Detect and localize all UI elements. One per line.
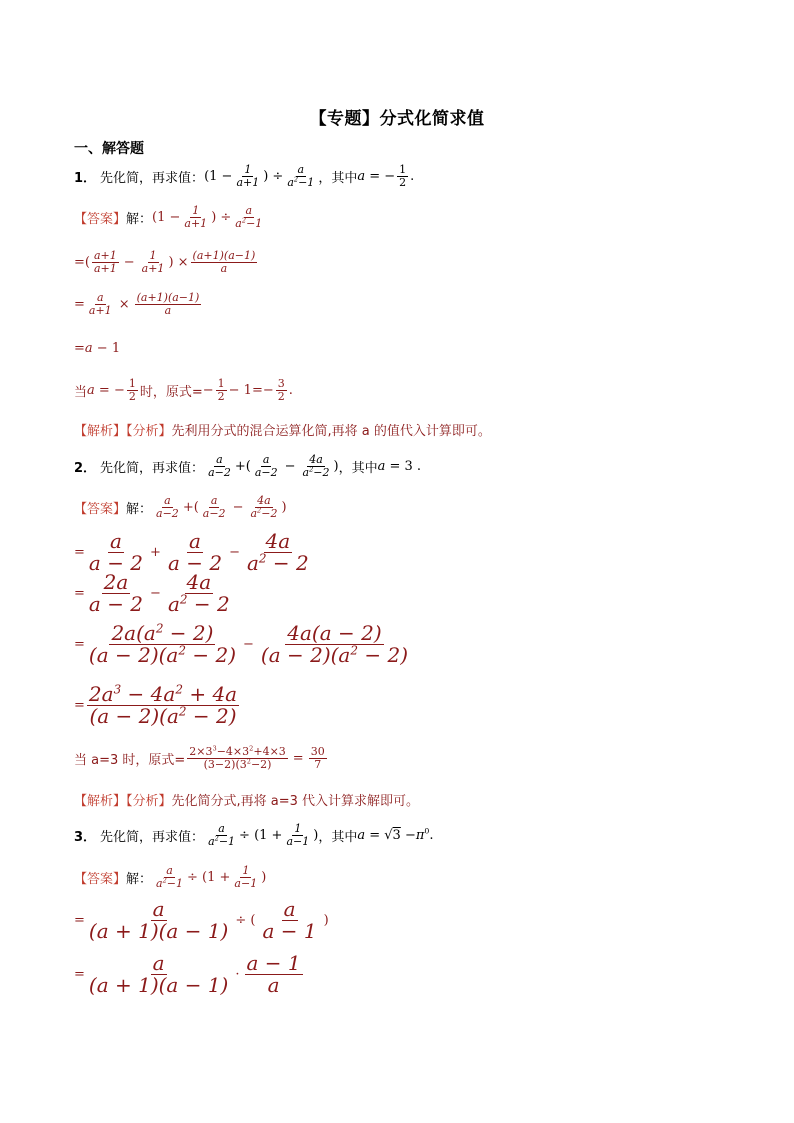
answer-1-evaluate: 当 a = − $\frac{1}{2}$ 时，原式= − $\frac{1}{2}$ − 1=− $\frac{3}{2}$ . bbox=[74, 377, 293, 403]
question-1: 1． 先化简，再求值： (1 − $\frac{1}{a+1}$ ) ÷ $\frac{a}{a^2-1}$ ，其中 a = − $\frac{1}{2}$ . bbox=[74, 163, 415, 189]
answer-2-line-5: = $\frac{2a^3 - 4a^2 + 4a}{(a - 2)(a^2 - 2)}$ bbox=[74, 682, 238, 728]
jie-label: 解： bbox=[126, 211, 153, 227]
page-title: 【专题】分式化简求值 bbox=[309, 109, 485, 129]
result-numerator: 30 bbox=[310, 745, 325, 758]
shi-yuanshi-label: 时，原式= bbox=[139, 384, 203, 400]
analysis-label: 【解析】【分析】 bbox=[74, 424, 172, 439]
answer-1-line-2: =( $\frac{a+1}{a+1}$ − $\frac{1}{a+1}$ ) × $\frac{(a+1)(a-1)}{a}$ bbox=[74, 249, 256, 275]
answer-label: 【答案】 bbox=[74, 501, 127, 517]
jie-label: 解： bbox=[126, 501, 153, 517]
answer-3-line-2: = $\frac{a}{(a + 1)(a - 1)}$ ÷ ( $\frac{a}{a - 1}$ ) bbox=[74, 897, 329, 943]
section-heading: 一、解答题 bbox=[74, 141, 144, 157]
question-2-number: 2． bbox=[74, 460, 97, 476]
answer-1-line-3: = $\frac{a}{a+1}$ × $\frac{(a+1)(a-1)}{a}$ bbox=[74, 291, 200, 317]
answer-3-line-1: 【答案】 解： $\frac{a}{a^2-1}$ ÷ (1 + $\frac{1}{a-1}$ ) bbox=[74, 864, 267, 890]
jie-label: 解： bbox=[126, 871, 153, 887]
answer-1-line-1: 【答案】 解： (1 − $\frac{1}{a+1}$ ) ÷ $\frac{a}{a^2-1}$ bbox=[74, 204, 263, 230]
question-1-where: ，其中 bbox=[318, 170, 358, 186]
answer-label: 【答案】 bbox=[74, 211, 127, 227]
answer-1-line-4: = a − 1 bbox=[74, 341, 121, 356]
analysis-1 bbox=[74, 420, 491, 439]
when-label: 当 bbox=[74, 384, 88, 400]
question-3-prompt: 先化简，再求值： bbox=[100, 829, 205, 845]
question-2-prompt: 先化简，再求值： bbox=[100, 460, 205, 476]
result-denominator: 7 bbox=[314, 757, 322, 771]
question-1-number: 1． bbox=[74, 170, 97, 186]
answer-2-evaluate: 当 a=3 时，原式= $\frac{2\times 3^3-4\times 3^2+4\times 3}{(3-2)(3^2-2)}$ = $\frac{30}{7}$ bbox=[74, 744, 325, 771]
answer-label: 【答案】 bbox=[74, 871, 127, 887]
question-2: 2． 先化简，再求值： $\frac{a}{a-2}$ +( $\frac{a}{a-2}$ − $\frac{4a}{a^2-2}$ ) ，其中 a = 3 . bbox=[74, 453, 422, 479]
answer-2-line-2: = $\frac{a}{a - 2}$ + $\frac{a}{a - 2}$ − $\frac{4a}{a^2 - 2}$ bbox=[74, 529, 309, 575]
question-3-where: ，其中 bbox=[318, 829, 358, 845]
answer-2-line-1: 【答案】 解： $\frac{a}{a-2}$ +( $\frac{a}{a-2}$ − $\frac{4a}{a^2-2}$ ) bbox=[74, 494, 287, 520]
question-3: 3． 先化简，再求值： $\frac{a}{a^2-1}$ ÷ (1 + $\frac{1}{a-1}$ ) ，其中 a = √3 − π $^0$. bbox=[74, 822, 434, 848]
analysis-label: 【解析】【分析】 bbox=[74, 794, 172, 809]
analysis-text: 先利用分式的混合运算化简,再将 a 的值代入计算即可。 bbox=[171, 424, 491, 439]
answer-2-line-4: = $\frac{2a(a^2 - 2)}{(a - 2)(a^2 - 2)}$ − $\frac{4a(a - 2)}{(a - 2)(a^2 - 2)}$ bbox=[74, 621, 408, 667]
analysis-2 bbox=[74, 790, 419, 809]
when-label: 当 a=3 时，原式= bbox=[74, 752, 186, 768]
analysis-text: 先化简分式,再将 a=3 代入计算求解即可。 bbox=[171, 794, 420, 809]
answer-2-line-3: = $\frac{2a}{a - 2}$ − $\frac{4a}{a^2 - 2}$ bbox=[74, 570, 230, 616]
question-3-number: 3． bbox=[74, 829, 97, 845]
question-2-where: ，其中 bbox=[338, 460, 378, 476]
answer-3-line-3: = $\frac{a}{(a + 1)(a - 1)}$ · $\frac{a - 1}{a}$ bbox=[74, 951, 301, 997]
question-1-prompt: 先化简，再求值： bbox=[100, 170, 205, 186]
